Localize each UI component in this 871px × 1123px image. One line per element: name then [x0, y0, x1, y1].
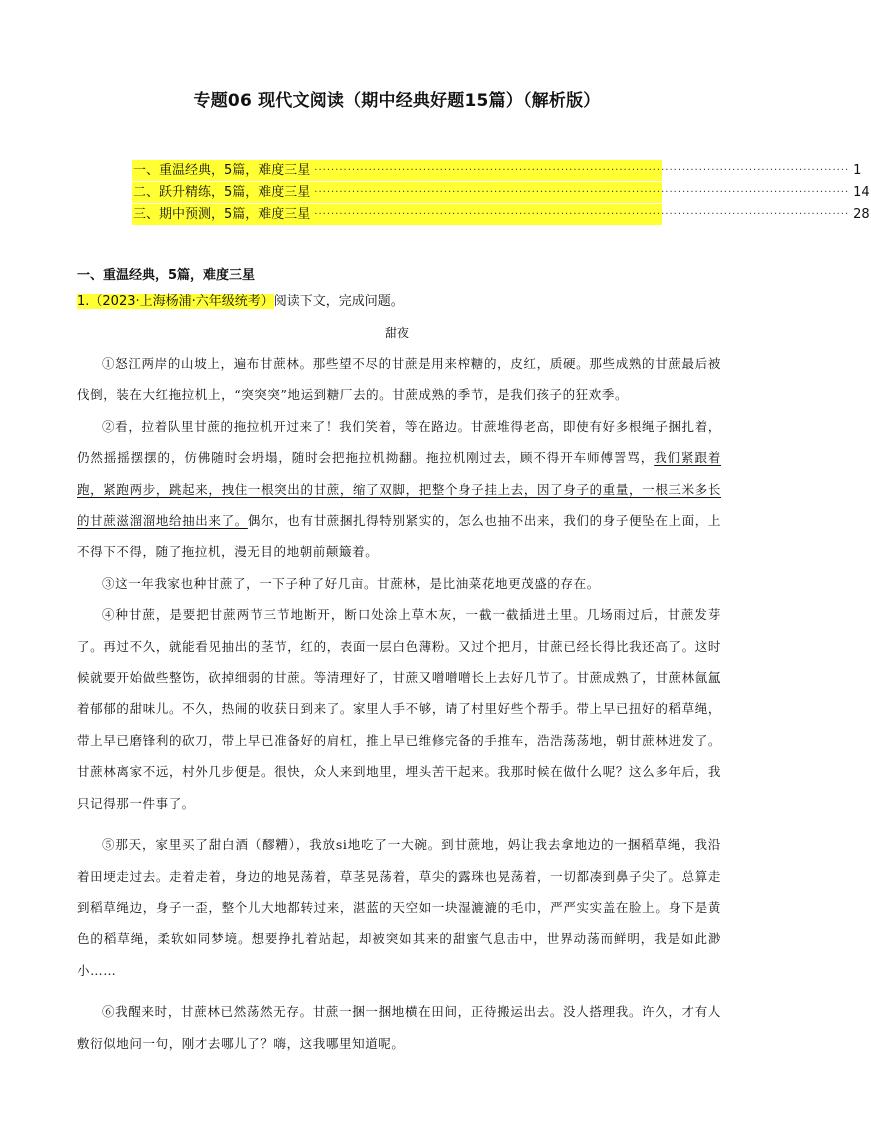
- toc-entry-page: 14: [853, 185, 870, 200]
- passage-body: [77, 348, 721, 1059]
- toc-entry-page: 1: [853, 163, 862, 178]
- toc-dot-leader: ································································································································: [314, 187, 850, 198]
- toc-entry-label: 三、期中预测，5篇，难度三星: [133, 207, 311, 222]
- table-of-contents: [132, 160, 870, 226]
- paragraph-2-text-end: 偶尔，也有甘蔗捆扎得特别紧实的，怎么也抽不出来，我们的身子便坠在上面，上不得下不得，随了拖拉机，漫无目的地朝前颠簸着。: [77, 513, 721, 560]
- toc-dot-leader: ································································································································: [314, 165, 850, 176]
- toc-dot-leader: ································································································································: [314, 209, 850, 220]
- question-header: [77, 290, 404, 309]
- question-source: （2023·上海杨浦·六年级统考）: [89, 294, 274, 309]
- question-number: 1.: [77, 294, 90, 309]
- paragraph-2-text: ②看，拉着队里甘蔗的拖拉机开过来了！我们笑着，等在路边。甘蔗堆得老高，即使有好多根绳子捆扎着，仍然摇摇摆摆的，仿佛随时会坍塌，随时会把拖拉机拗翻。拖拉机刚过去，顾不得开车师傅詈骂，: [77, 418, 721, 466]
- paragraph-4: ④种甘蔗，是要把甘蔗两节三节地断开，断口处涂上草木灰，一截一截插进土里。几场雨过后，甘蔗发芽了。再过不久，就能看见抽出的茎节，红的，表面一层白色薄粉。又过个把月，甘蔗已经长得比我还高了。这时候就要开始做些整饬，砍掉细弱的甘蔗。等清理好了，甘蔗又噌噌噌长上去好几节了。甘蔗成熟了，甘蔗林氤氲着郁郁的甜味儿。不久，热闹的收获日到来了。家里人手不够，请了村里好些个帮手。带上早已扭好的稻草绳，带上早已磨锋利的砍刀，带上早已准备好的肩杠，推上早已维修完备的手推车，浩浩荡荡地，朝甘蔗林进发了。甘蔗林离家不远，村外几步便是。很快，众人来到地里，埋头苦干起来。我那时候在做什么呢？这么多年后，我只记得那一件事了。: [77, 607, 721, 811]
- toc-entry-2[interactable]: [132, 182, 870, 203]
- toc-entry-1[interactable]: [132, 160, 862, 181]
- toc-entry-label: 二、跃升精练，5篇，难度三星: [133, 185, 311, 200]
- paragraph-5: ⑤那天，家里买了甜白酒（醪糟），我放si地吃了一大碗。到甘蔗地，妈让我去拿地边的一捆稻草绳，我沿着田埂走过去。走着走着，身边的地晃荡着，草茎晃荡着，草尖的露珠也晃荡着，一切都凑到鼻子尖了。总算走到稻草绳边，身子一歪，整个儿大地都转过来，湛蓝的天空如一块湿漉漉的毛巾，严严实实盖在脸上。身下是黄色的稻草绳，柔软如同梦境。想要挣扎着站起，却被突如其来的甜蜜气息击中，世界动荡而鲜明，我是如此渺小……: [77, 837, 721, 978]
- paragraph-6: ⑥我醒来时，甘蔗林已然荡然无存。甘蔗一捆一捆地横在田间，正待搬运出去。没人搭理我。许久，才有人敷衍似地问一句，刚才去哪儿了？嗨，这我哪里知道呢。: [77, 1004, 721, 1051]
- paragraph-1: ①怒江两岸的山坡上，遍布甘蔗林。那些望不尽的甘蔗是用来榨糖的，皮红，质硬。那些成熟的甘蔗最后被伐倒，装在大红拖拉机上，“突突突”地运到糖厂去的。甘蔗成熟的季节，是我们孩子的狂欢季。: [77, 356, 721, 403]
- paragraph-3: ③这一年我家也种甘蔗了，一下子种了好几亩。甘蔗林，是比油菜花地更茂盛的存在。: [102, 575, 600, 591]
- toc-entry-page: 28: [853, 207, 870, 222]
- section-heading: 一、重温经典，5篇，难度三星: [77, 268, 256, 283]
- paragraph-2: [77, 411, 721, 568]
- toc-entry-label: 一、重温经典，5篇，难度三星: [133, 163, 311, 178]
- page-title: 专题06 现代文阅读（期中经典好题15篇）（解析版）: [193, 91, 601, 111]
- question-prompt: 阅读下文，完成问题。: [273, 294, 404, 309]
- toc-entry-3[interactable]: [132, 204, 870, 225]
- passage-title: 甜夜: [384, 326, 409, 340]
- underlined-sentence: 我们紧跟着跑，紧跑两步，跳起来，拽住一根突出的甘蔗，缩了双脚，把整个身子挂上去，因了身子的重量，一根三米多长的甘蔗滋溜溜地给抽出来了。: [77, 450, 721, 529]
